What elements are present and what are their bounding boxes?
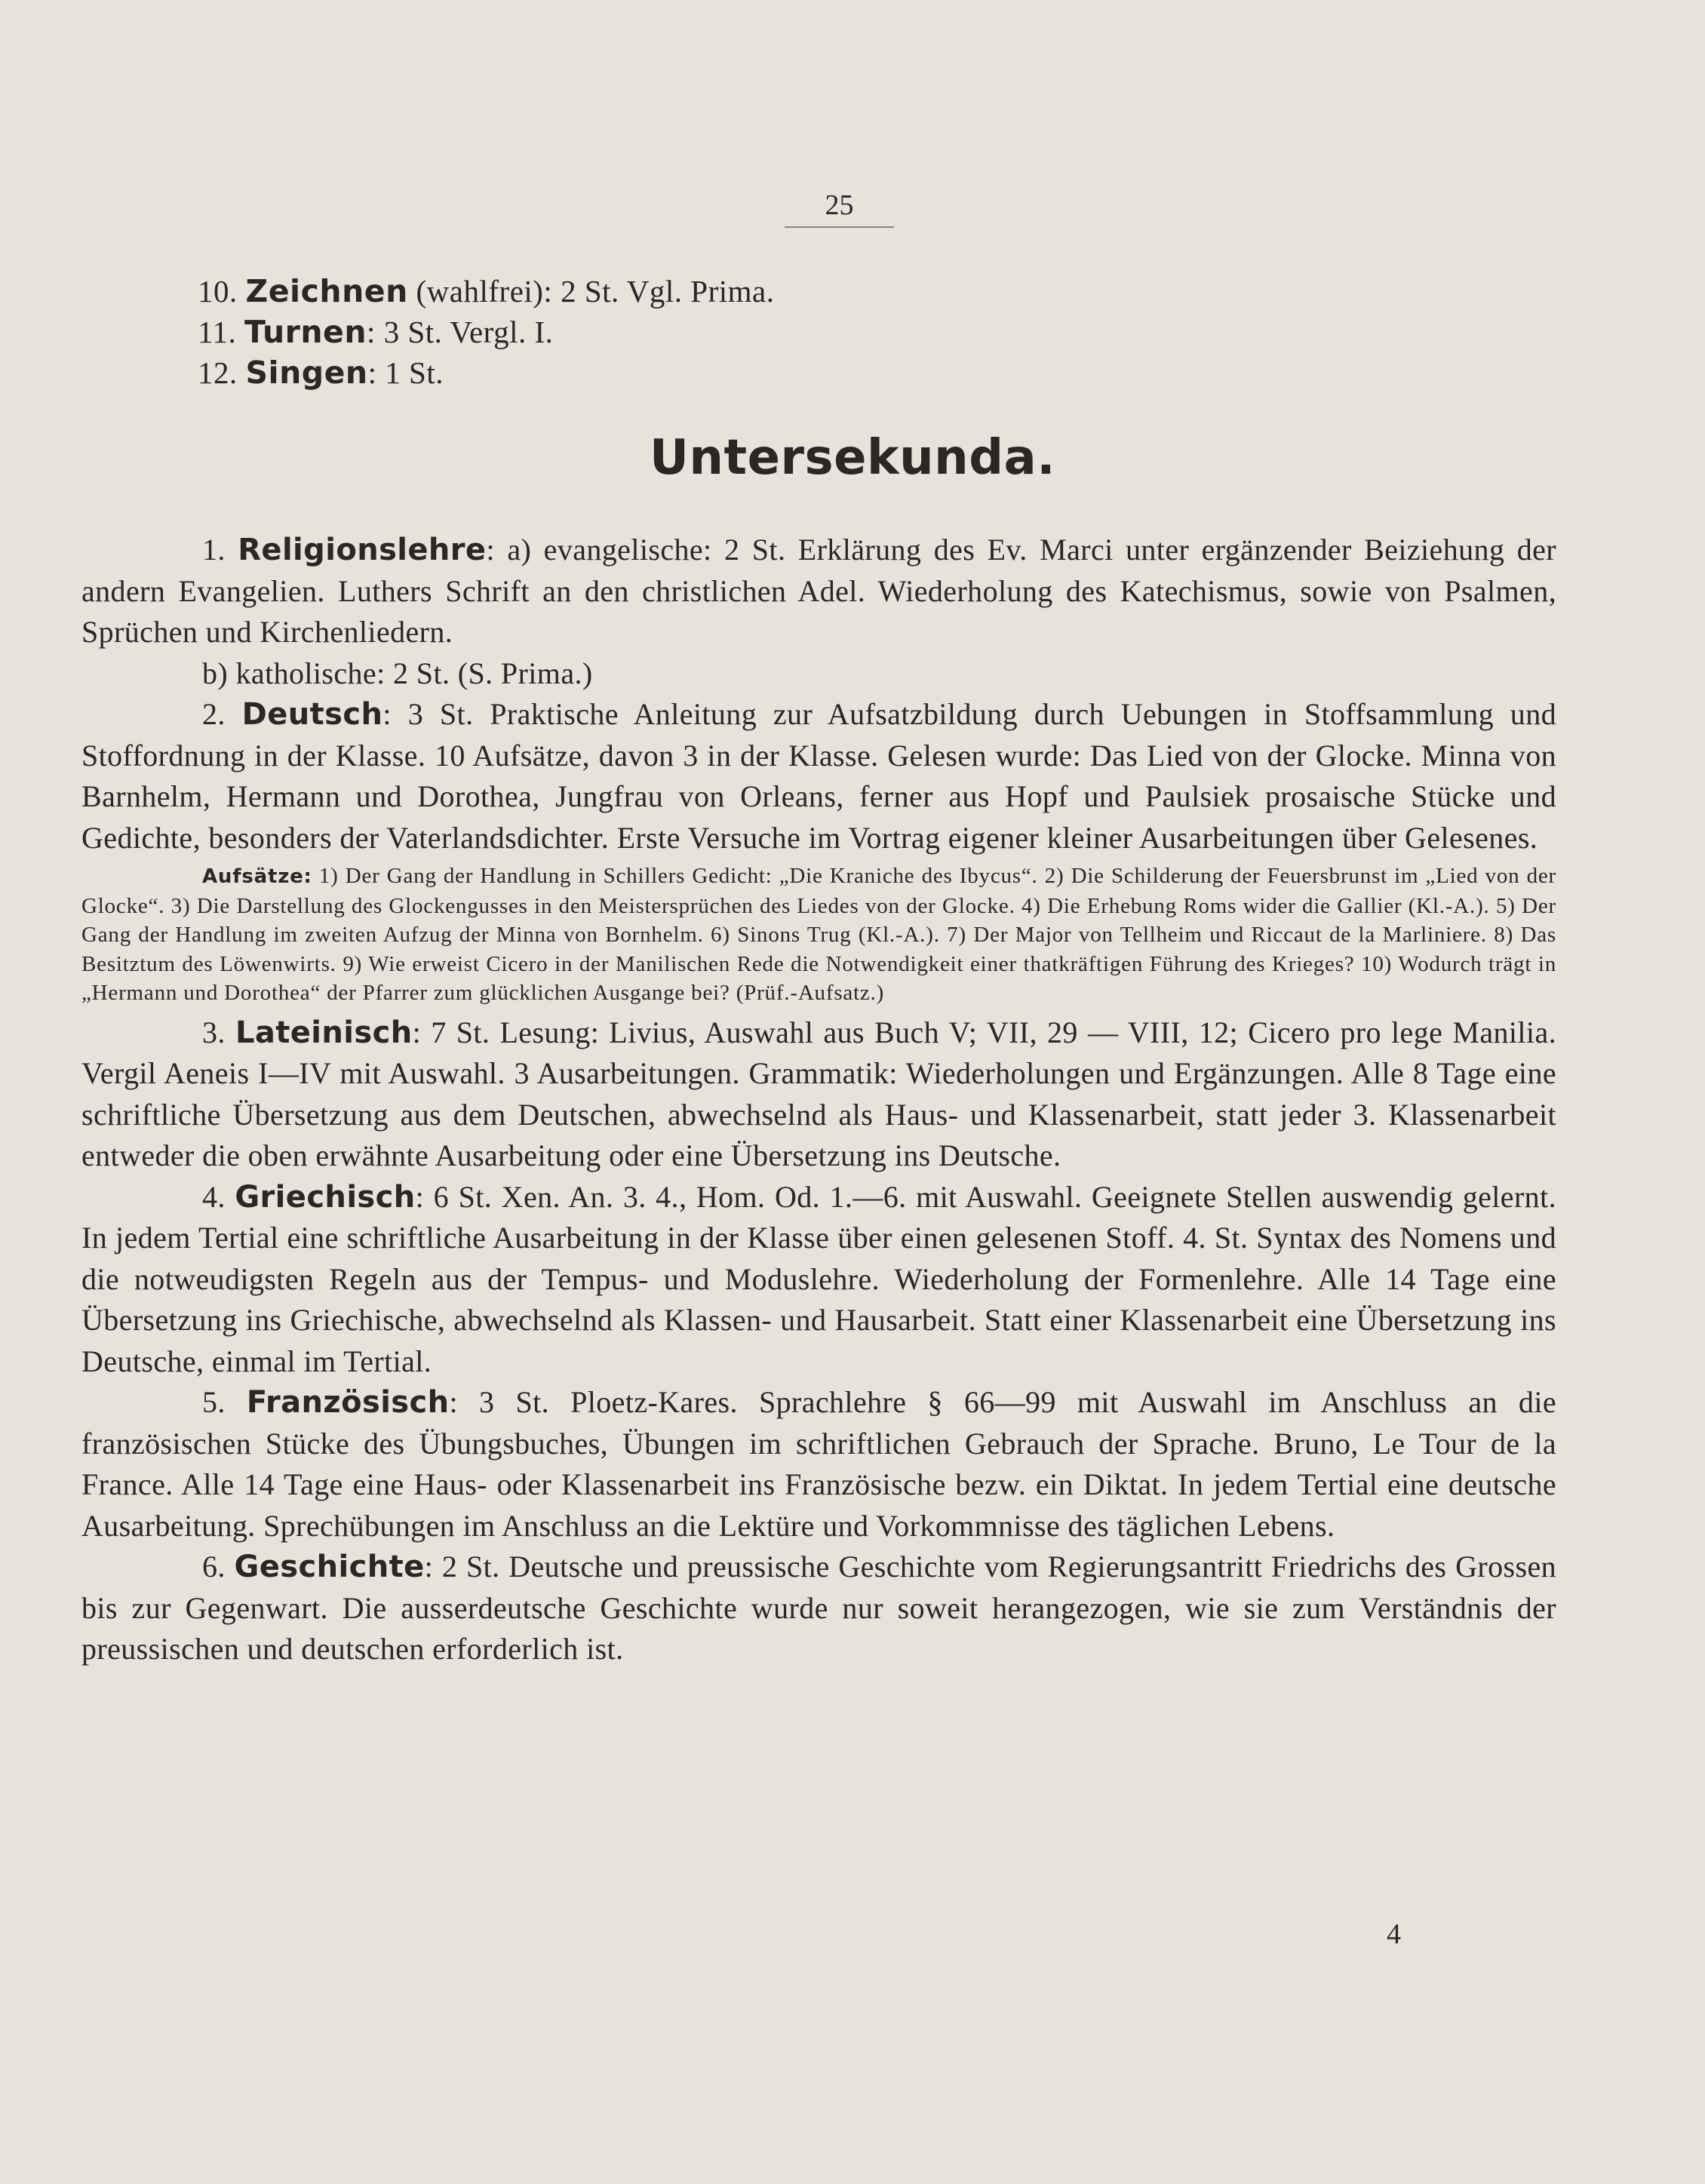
paragraph-number: 1. <box>202 533 238 567</box>
subject-heading: Lateinisch <box>235 1015 413 1050</box>
item-subject: Zeichnen <box>245 273 408 309</box>
subject-heading: Griechisch <box>235 1179 416 1215</box>
item-text: : 1 St. <box>367 355 444 390</box>
paragraph-number: 2. <box>202 697 242 731</box>
paragraph-lateinisch <box>81 1012 1556 1177</box>
item-number: 11. <box>198 315 237 349</box>
subject-heading: Deutsch <box>241 697 383 732</box>
paragraph-number: 5. <box>202 1385 247 1419</box>
paragraph-aufsaetze <box>81 862 1556 1008</box>
subject-heading: Geschichte <box>234 1550 425 1584</box>
item-subject: Turnen <box>244 314 367 350</box>
paragraph-religion <box>81 530 1556 653</box>
paragraph-number: 3. <box>202 1015 235 1049</box>
paragraph-text: : 6 St. Xen. An. 3. 4., Hom. Od. 1.—6. mit Auswahl. Geeignete Stellen auswendig gelernt. In jedem Tertial eine schriftliche Ausarbeitung in der Klasse über einen gelesenen Stoff. 4. St. Syntax des Nomens und die notweudigsten Regeln aus der Tempus- und Moduslehre. Wiederholung der Formenlehre. Alle 14 Tage eine Übersetzung ins Griechische, abwechselnd als Klassen- und Hausarbeit. Statt einer Klassenarbeit eine Übersetzung ins Deutsche, einmal im Tertial. <box>81 1179 1556 1378</box>
item-turnen <box>198 314 553 350</box>
aufsaetze-label: Aufsätze: <box>202 865 312 888</box>
paragraph-text: : a) evangelische: 2 St. Erklärung des Ev. Marci unter ergänzender Beiziehung der andern Evangelien. Luthers Schrift an den christlichen Adel. Wiederholung des Katechismus, sowie von Psalmen, Sprüchen und Kirchenliedern. <box>81 533 1556 649</box>
item-number: 12. <box>198 355 238 390</box>
section-title: Untersekunda. <box>649 430 1056 486</box>
paragraph-text: : 2 St. Deutsche und preussische Geschichte vom Regierungsantritt Friedrichs des Grossen bis zur Gegenwart. Die ausserdeutsche Geschichte wurde nur soweit herangezogen, wie sie zum Verständnis der preussischen und deutschen erforderlich ist. <box>81 1550 1556 1666</box>
subject-heading: Religionslehre <box>238 533 487 567</box>
subject-heading: Französisch <box>246 1385 450 1420</box>
paragraph-religion-b: b) katholische: 2 St. (S. Prima.) <box>202 656 593 690</box>
paragraph-text: : 3 St. Praktische Anleitung zur Aufsatzbildung durch Uebungen in Stoffsammlung und Stoffordnung in der Klasse. 10 Aufsätze, davon 3 in der Klasse. Gelesen wurde: Das Lied von der Glocke. Minna von Barnhelm, Hermann und Dorothea, Jungfrau von Orleans, ferner aus Hopf und Paulsiek prosaische Stücke und Gedichte, besonders der Vaterlandsdichter. Erste Versuche im Vortrag eigener kleiner Ausarbeitungen über Gelesenes. <box>81 697 1557 855</box>
paragraph-text: : 7 St. Lesung: Livius, Auswahl aus Buch V; VII, 29 — VIII, 12; Cicero pro lege Manilia. Vergil Aeneis I—IV mit Auswahl. 3 Ausarbeitungen. Grammatik: Wiederholungen und Ergänzungen. Alle 8 Tage eine schriftliche Übersetzung aus dem Deutschen, abwechselnd als Haus- und Klassenarbeit, statt jeder 3. Klassenarbeit entweder die oben erwähnte Ausarbeitung oder eine Übersetzung ins Deutsche. <box>81 1015 1556 1172</box>
signature-mark: 4 <box>1387 1918 1401 1950</box>
paragraph-text: : 3 St. Ploetz-Kares. Sprachlehre § 66—99 mit Auswahl im Anschluss an die französischen Stücke des Übungsbuches, Übungen im schriftlichen Gebrauch der Sprache. Bruno, Le Tour de la France. Alle 14 Tage eine Haus- oder Klassenarbeit ins Französische bezw. ein Diktat. In jedem Tertial eine deutsche Ausarbeitung. Sprechübungen im Anschluss an die Lektüre und Vorkommnisse des täglichen Lebens. <box>81 1385 1556 1543</box>
paragraph-franzoesisch <box>81 1382 1556 1547</box>
paragraph-number: 6. <box>202 1550 235 1583</box>
item-singen <box>198 355 444 391</box>
item-text: (wahlfrei): 2 St. Vgl. Prima. <box>407 274 775 309</box>
item-number: 10. <box>198 274 238 309</box>
paragraph-geschichte <box>81 1547 1556 1670</box>
item-zeichnen <box>198 273 774 309</box>
section-body <box>81 530 1556 1670</box>
page-number: 25 <box>785 189 894 228</box>
item-subject: Singen <box>245 355 368 391</box>
aufsaetze-text: 1) Der Gang der Handlung in Schillers Gedicht: „Die Kraniche des Ibycus“. 2) Die Schilderung der Feuersbrunst im „Lied von der Glocke“. 3) Die Darstellung des Glockengusses in den Meistersprüchen des Liedes von der Glocke. 4) Die Erhebung Roms wider die Gallier (Kl.-A.). 5) Der Gang der Handlung im zweiten Aufzug der Minna von Bornhelm. 6) Sinons Trug (Kl.-A.). 7) Der Major von Tellheim und Riccaut de la Marliniere. 8) Das Besitztum des Löwenwirts. 9) Wie erweist Cicero in der Manilischen Rede die Notwendigkeit einer thatkräftigen Führung des Krieges? 10) Wodurch trägt in „Hermann und Dorothea“ der Pfarrer zum glücklichen Ausgange bei? (Prüf.-Aufsatz.) <box>81 864 1556 1005</box>
paragraph-number: 4. <box>202 1179 235 1214</box>
item-text: : 3 St. Vergl. I. <box>367 315 554 349</box>
paragraph-deutsch <box>81 694 1556 859</box>
paragraph-griechisch <box>81 1177 1556 1383</box>
